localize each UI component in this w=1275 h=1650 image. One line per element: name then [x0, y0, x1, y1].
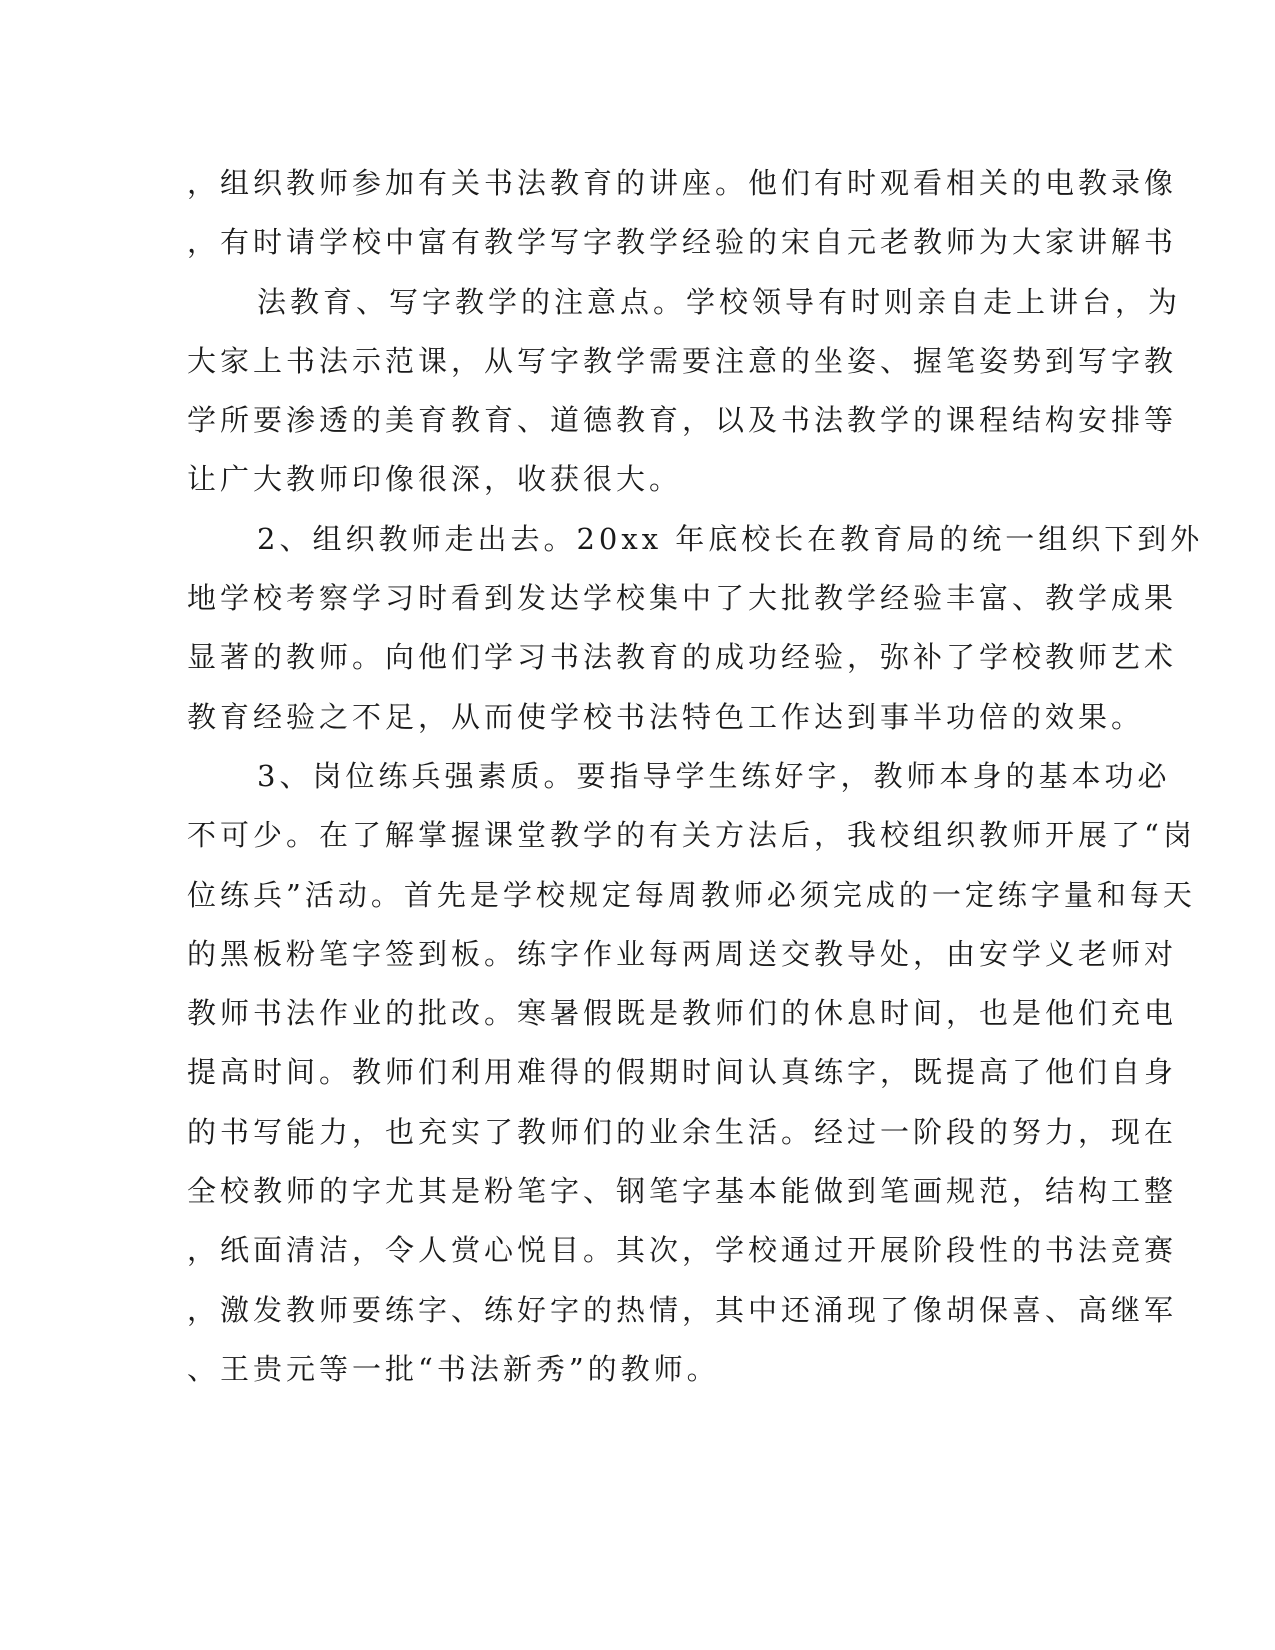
text-line: 位练兵”活动。首先是学校规定每周教师必须完成的一定练字量和每天: [187, 877, 1196, 912]
text-line: 地学校考察学习时看到发达学校集中了大批教学经验丰富、教学成果: [187, 581, 1178, 616]
document-body: [187, 154, 1204, 1399]
text-line: 让广大教师印像很深，收获很大。: [187, 462, 683, 497]
text-line: 提高时间。教师们利用难得的假期时间认真练字，既提高了他们自身: [187, 1055, 1178, 1090]
text-line: 教育经验之不足，从而使学校书法特色工作达到事半功倍的效果。: [187, 699, 1145, 734]
text-line: 不可少。在了解掌握课堂教学的有关方法后，我校组织教师开展了“岗: [187, 818, 1196, 853]
text-line: 2、组织教师走出去。20xx 年底校长在教育局的统一组织下到外: [257, 521, 1204, 556]
text-line: 教师书法作业的批改。寒暑假既是教师们的休息时间，也是他们充电: [187, 996, 1178, 1031]
text-line: 3、岗位练兵强素质。要指导学生练好字，教师本身的基本功必: [257, 758, 1171, 793]
text-line: 全校教师的字尤其是粉笔字、钢笔字基本能做到笔画规范，结构工整: [187, 1174, 1178, 1209]
text-line: 、王贵元等一批“书法新秀”的教师。: [187, 1351, 720, 1386]
text-line: 学所要渗透的美育教育、道德教育，以及书法教学的课程结构安排等: [187, 403, 1178, 438]
text-line: 法教育、写字教学的注意点。学校领导有时则亲自走上讲台，为: [257, 284, 1182, 319]
text-line: 大家上书法示范课，从写字教学需要注意的坐姿、握笔姿势到写字教: [187, 343, 1178, 378]
text-line: 的黑板粉笔字签到板。练字作业每两周送交教导处，由安学义老师对: [187, 936, 1178, 971]
text-line: ，纸面清洁，令人赏心悦目。其次，学校通过开展阶段性的书法竞赛: [187, 1233, 1178, 1268]
text-line: ，激发教师要练字、练好字的热情，其中还涌现了像胡保喜、高继军: [187, 1292, 1178, 1327]
text-line: 的书写能力，也充实了教师们的业余生活。经过一阶段的努力，现在: [187, 1114, 1178, 1149]
text-line: ，组织教师参加有关书法教育的讲座。他们有时观看相关的电教录像: [187, 166, 1178, 200]
text-line: 显著的教师。向他们学习书法教育的成功经验，弥补了学校教师艺术: [187, 640, 1178, 675]
text-line: ，有时请学校中富有教学写字教学经验的宋自元老教师为大家讲解书: [187, 225, 1178, 260]
